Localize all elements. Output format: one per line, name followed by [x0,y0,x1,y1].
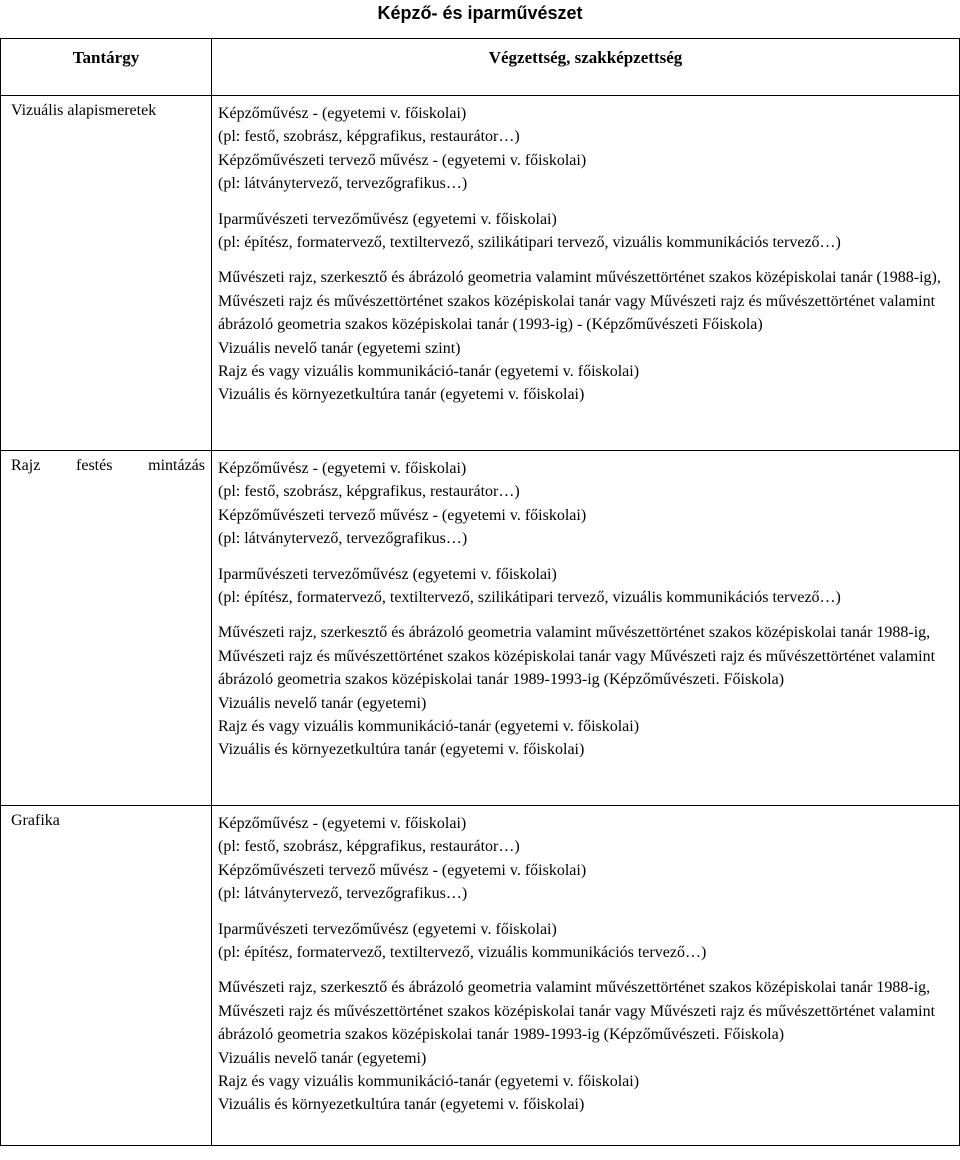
qualification-line: (pl: látványtervező, tervezőgrafikus…) [218,175,468,193]
table-row [1,806,960,1146]
qualification-line: Képzőművész - (egyetemi v. főiskolai) [218,815,467,832]
qualification-line: (pl: építész, formatervező, textiltervező, szilikátipari tervező, vizuális kommunikációs tervező…) [218,234,841,252]
qualification-cell [212,96,960,451]
qualification-block [218,918,955,965]
header-qualification: Végzettség, szakképzettség [212,39,960,96]
table-row [1,96,960,451]
qualification-line: (pl: festő, szobrász, képgrafikus, restaurátor…) [218,128,520,146]
qualification-line: (pl: építész, formatervező, textiltervező, szilikátipari tervező, vizuális kommunikációs tervező…) [218,589,841,607]
qualification-line: (pl: látványtervező, tervezőgrafikus…) [218,530,468,548]
qualification-line: Művészeti rajz, szerkesztő és ábrázoló geometria valamint művészettörténet szakos középiskolai tanár 1988-ig, Művészeti rajz és művészettörténet szakos középiskolai tanár vagy Művészeti rajz és művészettörténet valamint ábrázoló geometria szakos középiskolai tanár 1989-1993-ig (Képzőművészeti. Főiskola) [218,624,936,689]
subject-cell: Grafika [1,806,212,1146]
qualification-line: (pl: építész, formatervező, textiltervező, vizuális kommunikációs tervező…) [218,944,707,962]
qualification-line: Rajz és vagy vizuális kommunikáció-tanár (egyetemi v. főiskolai) [218,363,640,381]
qualification-line: (pl: festő, szobrász, képgrafikus, restaurátor…) [218,838,520,856]
qualification-line: Képzőművész - (egyetemi v. főiskolai) [218,460,467,477]
qualification-block [218,812,955,906]
qualification-line: (pl: festő, szobrász, képgrafikus, restaurátor…) [218,483,520,501]
qualification-line: Vizuális és környezetkultúra tanár (egyetemi v. főiskolai) [218,386,585,404]
qualification-line: (pl: látványtervező, tervezőgrafikus…) [218,885,468,903]
table-row [1,451,960,806]
qualification-line: Vizuális nevelő tanár (egyetemi) [218,694,427,712]
qualification-line: Képzőművészeti tervező művész - (egyetemi v. főiskolai) [218,506,587,524]
qualification-line: Képzőművészeti tervező művész - (egyetemi v. főiskolai) [218,861,587,879]
table-header-row [1,39,960,96]
qualification-block [218,457,955,551]
qualification-cell [212,806,960,1146]
qualification-line: Iparművészeti tervezőművész (egyetemi v. főiskolai) [218,920,557,938]
subject-cell: Rajz festés mintázás [1,451,212,806]
subject-cell: Vizuális alapismeretek [1,96,212,451]
qualification-cell [212,451,960,806]
qualification-block [218,266,955,406]
header-subject: Tantárgy [1,39,212,96]
qualification-line: Iparművészeti tervezőművész (egyetemi v. főiskolai) [218,565,557,583]
qualification-line: Képzőművész - (egyetemi v. főiskolai) [218,105,467,122]
qualification-line: Vizuális nevelő tanár (egyetemi) [218,1049,427,1067]
qualification-line: Művészeti rajz, szerkesztő és ábrázoló geometria valamint művészettörténet szakos középiskolai tanár 1988-ig, Művészeti rajz és művészettörténet szakos középiskolai tanár vagy Művészeti rajz és művészettörténet valamint ábrázoló geometria szakos középiskolai tanár 1989-1993-ig (Képzőművészeti. Főiskola) [218,979,936,1044]
qualification-block [218,563,955,610]
qualification-line: Művészeti rajz, szerkesztő és ábrázoló geometria valamint művészettörténet szakos középiskolai tanár (1988-ig), Művészeti rajz és művészettörténet szakos középiskolai tanár vagy Művészeti rajz és művészettörténet valamint ábrázoló geometria szakos középiskolai tanár (1993-ig) - (Képzőművészeti Főiskola) [218,269,941,334]
page-title: Képző- és iparművészet [377,3,583,23]
qualification-line: Vizuális és környezetkultúra tanár (egyetemi v. főiskolai) [218,1096,585,1114]
qualification-line: Rajz és vagy vizuális kommunikáció-tanár (egyetemi v. főiskolai) [218,1073,640,1091]
qualification-block [218,208,955,255]
qualification-line: Vizuális nevelő tanár (egyetemi szint) [218,339,461,357]
qualification-line: Vizuális és környezetkultúra tanár (egyetemi v. főiskolai) [218,741,585,759]
qualification-line: Képzőművészeti tervező művész - (egyetemi v. főiskolai) [218,151,587,169]
qualification-block [218,621,955,761]
qualification-block [218,102,955,196]
qualification-line: Rajz és vagy vizuális kommunikáció-tanár (egyetemi v. főiskolai) [218,718,640,736]
qualifications-table [0,38,960,1146]
qualification-line: Iparművészeti tervezőművész (egyetemi v. főiskolai) [218,210,557,228]
qualification-block [218,976,955,1116]
